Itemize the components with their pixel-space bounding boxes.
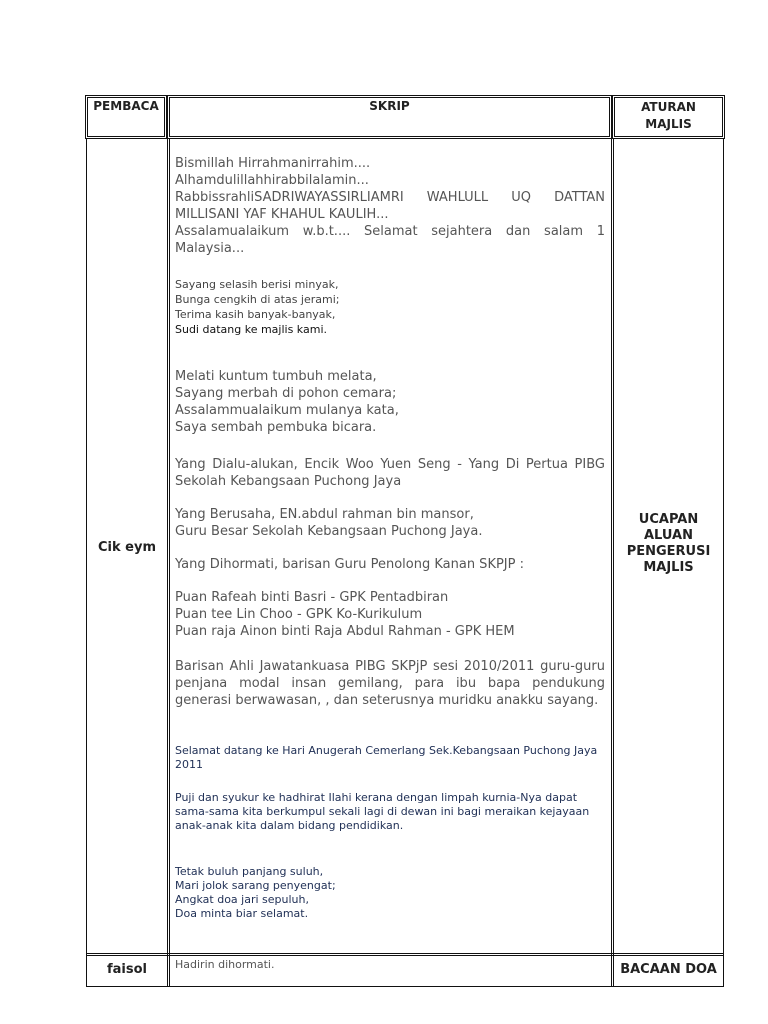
script-line: Yang Berusaha, EN.abdul rahman bin mansor, <box>175 507 474 522</box>
header-aturan-line1: ATURAN <box>641 100 696 114</box>
pantun-line: Saya sembah pembuka bicara. <box>175 420 377 435</box>
script-paragraph: Barisan Ahli Jawatankuasa PIBG SKPjP sesi 2010/2011 guru-guru penjana modal insan gemilang, para ibu bapa pendukung generasi berwawasan, , dan seterusnya muridku anakku sayang. <box>175 659 605 708</box>
header-skrip: SKRIP <box>369 99 410 113</box>
pantun-1 <box>175 277 605 337</box>
column-divider-1 <box>167 139 168 987</box>
script-line: Bismillah Hirrahmanirrahim.... <box>175 156 371 171</box>
script-line: Puan Rafeah binti Basri - GPK Pentadbiran <box>175 590 449 605</box>
header-pembaca: PEMBACA <box>93 99 159 113</box>
script-paragraph: Yang Dihormati, barisan Guru Penolong Kanan SKPJP : <box>175 557 524 572</box>
row-divider-b <box>86 955 724 956</box>
row1-aturan-line2: ALUAN <box>644 528 693 543</box>
pantun-line: Angkat doa jari sepuluh, <box>175 893 309 906</box>
row1-aturan-line4: MAJLIS <box>643 560 694 575</box>
script-opening <box>175 155 605 257</box>
script-berusaha <box>175 506 605 540</box>
script-line: RabbissrahliSADRIWAYASSIRLIAMRI WAHLULL UQ DATTAN MILLISANI YAF KHAHUL KAULIH... <box>175 190 605 222</box>
row2-pembaca: faisol <box>106 962 147 977</box>
script-line: Alhamdulillahhirabbilalamin... <box>175 173 369 188</box>
pantun-line: Sayang selasih berisi minyak, <box>175 278 339 291</box>
pantun-line: Mari jolok sarang penyengat; <box>175 879 336 892</box>
pantun-line: Sayang merbah di pohon cemara; <box>175 386 397 401</box>
script-paragraph: Puji dan syukur ke hadhirat Ilahi kerana dengan limpah kurnia-Nya dapat sama-sama kita berkumpul sekali lagi di dewan ini bagi meraikan kejayaan anak-anak kita dalam bidang pendidikan. <box>175 791 590 832</box>
pantun-line: Doa minta biar selamat. <box>175 907 309 920</box>
row1-pembaca: Cik eym <box>97 540 156 555</box>
script-dialu <box>175 456 605 490</box>
row1-aturan <box>615 512 722 576</box>
script-dihormati <box>175 556 605 573</box>
column-divider-2 <box>611 139 612 987</box>
pantun-line: Melati kuntum tumbuh melata, <box>175 369 377 384</box>
column-divider-1b <box>169 139 170 987</box>
header-aturan <box>615 99 722 133</box>
script-line: Assalamualaikum w.b.t.... Selamat sejahtera dan salam 1 Malaysia... <box>175 224 605 256</box>
script-line: Puan raja Ainon binti Raja Abdul Rahman - GPK HEM <box>175 624 515 639</box>
script-barisan <box>175 658 605 709</box>
pantun-line: Sudi datang ke majlis kami. <box>175 323 327 336</box>
row2-aturan: BACAAN DOA <box>620 962 717 977</box>
column-divider-2b <box>613 139 614 987</box>
row2-skrip <box>175 957 605 972</box>
table-border-bottom <box>86 986 724 987</box>
script-paragraph: Yang Dialu-alukan, Encik Woo Yuen Seng - Yang Di Pertua PIBG Sekolah Kebangsaan Puchong Jaya <box>175 457 605 489</box>
script-line: Puan tee Lin Choo - GPK Ko-Kurikulum <box>175 607 423 622</box>
pantun-line: Bunga cengkih di atas jerami; <box>175 293 340 306</box>
row1-aturan-line1: UCAPAN <box>638 512 699 527</box>
pantun-line: Terima kasih banyak-banyak, <box>175 308 336 321</box>
script-paragraph: Selamat datang ke Hari Anugerah Cemerlang Sek.Kebangsaan Puchong Jaya 2011 <box>175 744 598 771</box>
script-puji <box>175 791 605 833</box>
pantun-3 <box>175 865 605 921</box>
row1-aturan-line3: PENGERUSI <box>626 544 711 559</box>
script-paragraph: Hadirin dihormati. <box>175 958 275 971</box>
script-gpk <box>175 589 605 640</box>
header-aturan-line2: MAJLIS <box>645 117 692 131</box>
script-line: Guru Besar Sekolah Kebangsaan Puchong Jaya. <box>175 524 483 539</box>
pantun-line: Assalammualaikum mulanya kata, <box>175 403 399 418</box>
table-border-left <box>86 139 87 987</box>
row-divider <box>86 953 724 954</box>
pantun-2 <box>175 368 605 436</box>
pantun-line: Tetak buluh panjang suluh, <box>175 865 324 878</box>
script-selamat <box>175 744 605 772</box>
table-border-right <box>723 139 724 987</box>
